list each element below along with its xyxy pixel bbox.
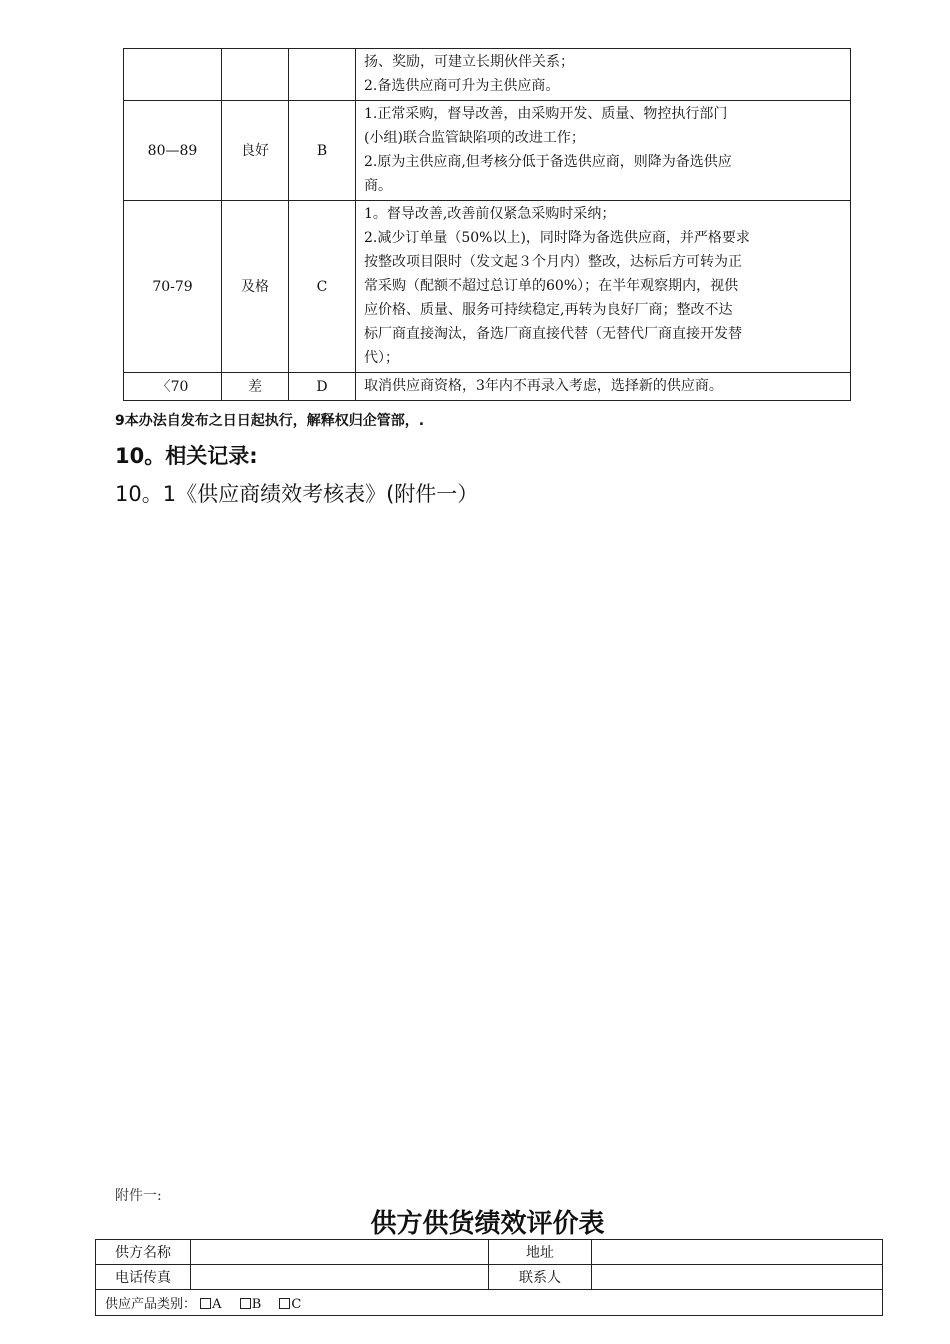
grade-row [124,101,851,201]
checkbox-icon[interactable] [240,1298,251,1309]
category-option-b[interactable]: B [240,1297,262,1312]
treatment-line: (小组)联合监管缺陷项的改进工作； [364,130,585,146]
grade-cell: 及格 [222,201,289,373]
grade-cell [222,49,289,101]
treatment-line: 代）； [364,350,399,366]
form-row-category [96,1290,883,1316]
treatment-line: 2.原为主供应商,但考核分低于备选供应商，则降为备选供应 [364,154,732,170]
level-cell: B [289,101,356,201]
score-range-cell [124,49,222,101]
treatment-cell [356,49,851,101]
score-range-cell: 80—89 [124,101,222,201]
checkbox-icon[interactable] [200,1298,211,1309]
treatment-line: 按整改项目限时（发文起３个月内）整改，达标后方可转为正 [364,254,742,270]
level-cell: C [289,201,356,373]
address-label: 地址 [489,1240,592,1265]
treatment-line: 2.备选供应商可升为主供应商。 [364,78,560,94]
supplier-name-label: 供方名称 [96,1240,191,1265]
contact-field[interactable] [592,1265,883,1290]
form-row-name-address [96,1240,883,1265]
grade-row [124,49,851,101]
treatment-cell [356,201,851,373]
address-field[interactable] [592,1240,883,1265]
category-option-a[interactable]: A [200,1297,221,1312]
treatment-cell [356,373,851,401]
checkbox-icon[interactable] [279,1298,290,1309]
level-cell: D [289,373,356,401]
treatment-line: 2.减少订单量（50%以上)，同时降为备选供应商，并严格要求 [364,230,750,246]
form-row-phone-contact [96,1265,883,1290]
product-category-label: 供应产品类别： [105,1297,197,1312]
treatment-line: 应价格、质量、服务可持续稳定,再转为良好厂商；整改不达 [364,302,733,318]
treatment-line: 1.正常采购，督导改善，由采购开发、质量、物控执行部门 [364,106,728,122]
grade-row [124,373,851,401]
grade-table [123,48,851,401]
section-10-heading: 10。相关记录: [115,444,258,468]
treatment-line: 标厂商直接淘汰，备选厂商直接代替（无替代厂商直接开发替 [364,326,742,342]
contact-label: 联系人 [489,1265,592,1290]
clause-9-text: 9本办法自发布之日日起执行，解释权归企管部，. [115,413,425,429]
evaluation-form-table [95,1239,883,1316]
phone-fax-field[interactable] [191,1265,489,1290]
score-range-cell: 70-79 [124,201,222,373]
section-10-1-item: 10。1《供应商绩效考核表》(附件一） [115,482,479,506]
treatment-line: 常采购（配额不超过总订单的60%）；在半年观察期内，视供 [364,278,739,294]
treatment-line: 扬、奖励，可建立长期伙伴关系； [364,54,574,70]
treatment-line: 1。督导改善,改善前仅紧急采购时采纳； [364,206,616,222]
attachment-label: 附件一: [115,1188,162,1204]
score-range-cell: 〈70 [124,373,222,401]
treatment-line: 取消供应商资格，3年内不再录入考虑，选择新的供应商。 [364,378,723,394]
treatment-line: 商。 [364,178,392,194]
product-category-cell [96,1290,883,1316]
level-cell [289,49,356,101]
grade-cell: 良好 [222,101,289,201]
category-option-c[interactable]: C [279,1297,301,1312]
grade-cell: 差 [222,373,289,401]
phone-fax-label: 电话传真 [96,1265,191,1290]
grade-row [124,201,851,373]
supplier-name-field[interactable] [191,1240,489,1265]
treatment-cell [356,101,851,201]
form-title: 供方供货绩效评价表 [370,1209,605,1239]
